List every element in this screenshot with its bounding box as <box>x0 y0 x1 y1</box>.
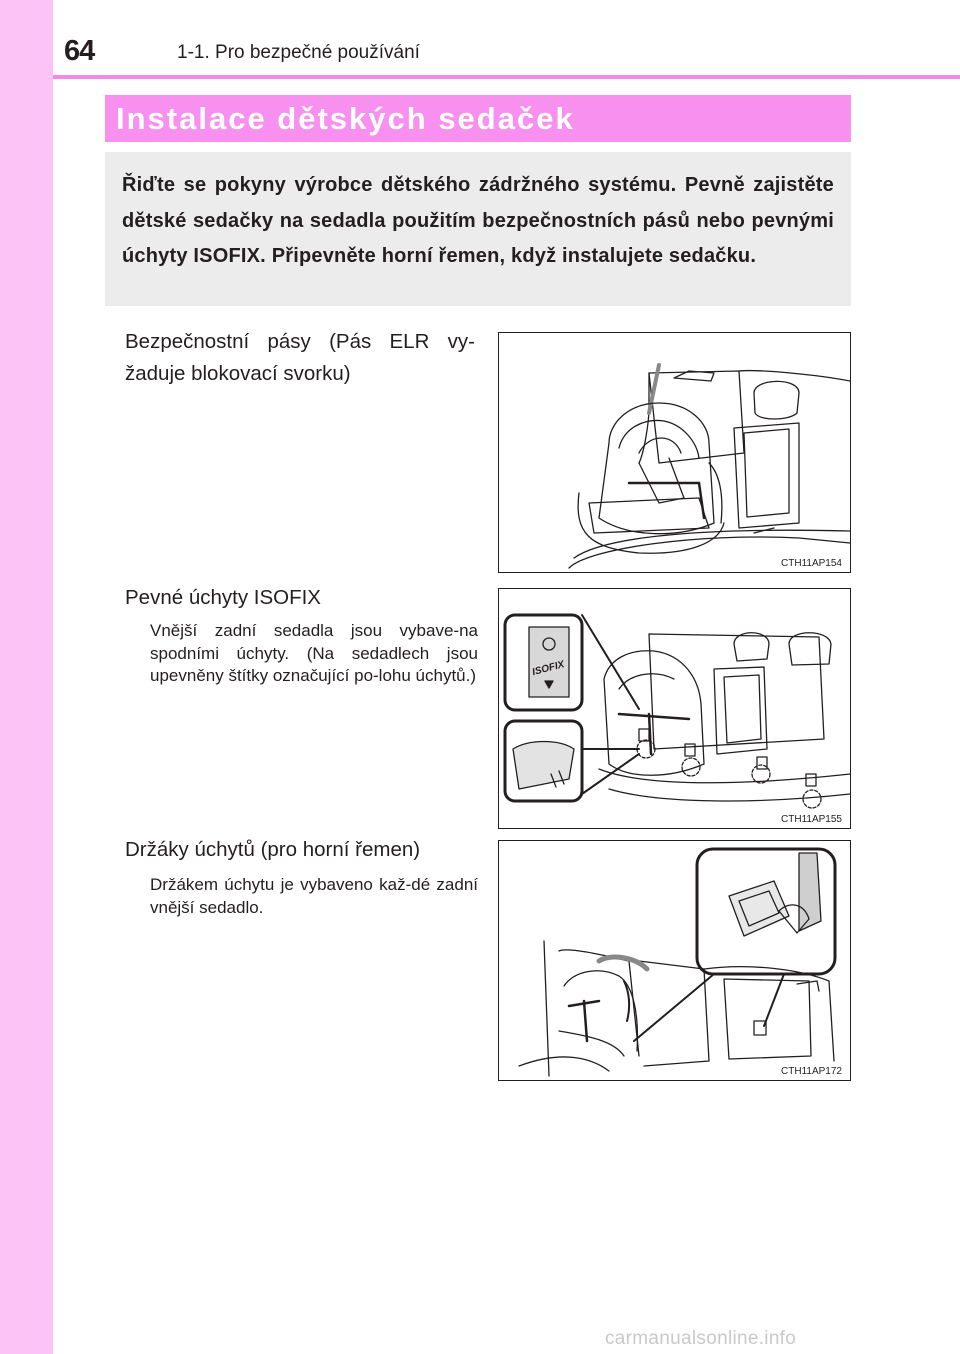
item-description-anchor-brackets: Držákem úchytu je vybaveno kaž-dé zadní vnější sedadlo. <box>150 875 478 917</box>
section-title: 1-1. Pro bezpečné používání <box>177 42 420 63</box>
figure-code: CTH11AP154 <box>781 558 842 569</box>
page-number: 64 <box>64 35 95 67</box>
topic-title: Instalace dětských sedaček <box>116 101 575 136</box>
header-divider <box>53 75 960 79</box>
item-heading-seat-belts: Bezpečnostní pásy (Pás ELR vy-žaduje blokovací svorku) <box>125 330 475 385</box>
watermark: carmanualsonline.info <box>605 1328 797 1349</box>
item-description-isofix: Vnější zadní sedadla jsou vybave-na spodními úchyty. (Na sedadlech jsou upevněny štítky označující po-lohu úchytů.) <box>150 621 478 685</box>
figure-anchor-brackets <box>498 840 851 1081</box>
figure-code: CTH11AP172 <box>781 1066 842 1077</box>
item-heading-isofix: Pevné úchyty ISOFIX <box>125 586 321 609</box>
figure-seat-belts <box>498 332 851 573</box>
item-heading-anchor-brackets: Držáky úchytů (pro horní řemen) <box>125 838 421 861</box>
intro-text: Řiďte se pokyny výrobce dětského zádržného systému. Pevně zajistěte dětské sedačky na sedadla použitím bezpečnostních pásů nebo pevnými úchyty ISOFIX. Připevněte horní řemen, když instalujete sedačku. <box>122 174 834 267</box>
isofix-label-text: ISOFIX <box>531 659 566 679</box>
sidebar-tab <box>0 0 53 1354</box>
figure-code: CTH11AP155 <box>781 814 842 825</box>
figure-isofix <box>498 588 851 829</box>
